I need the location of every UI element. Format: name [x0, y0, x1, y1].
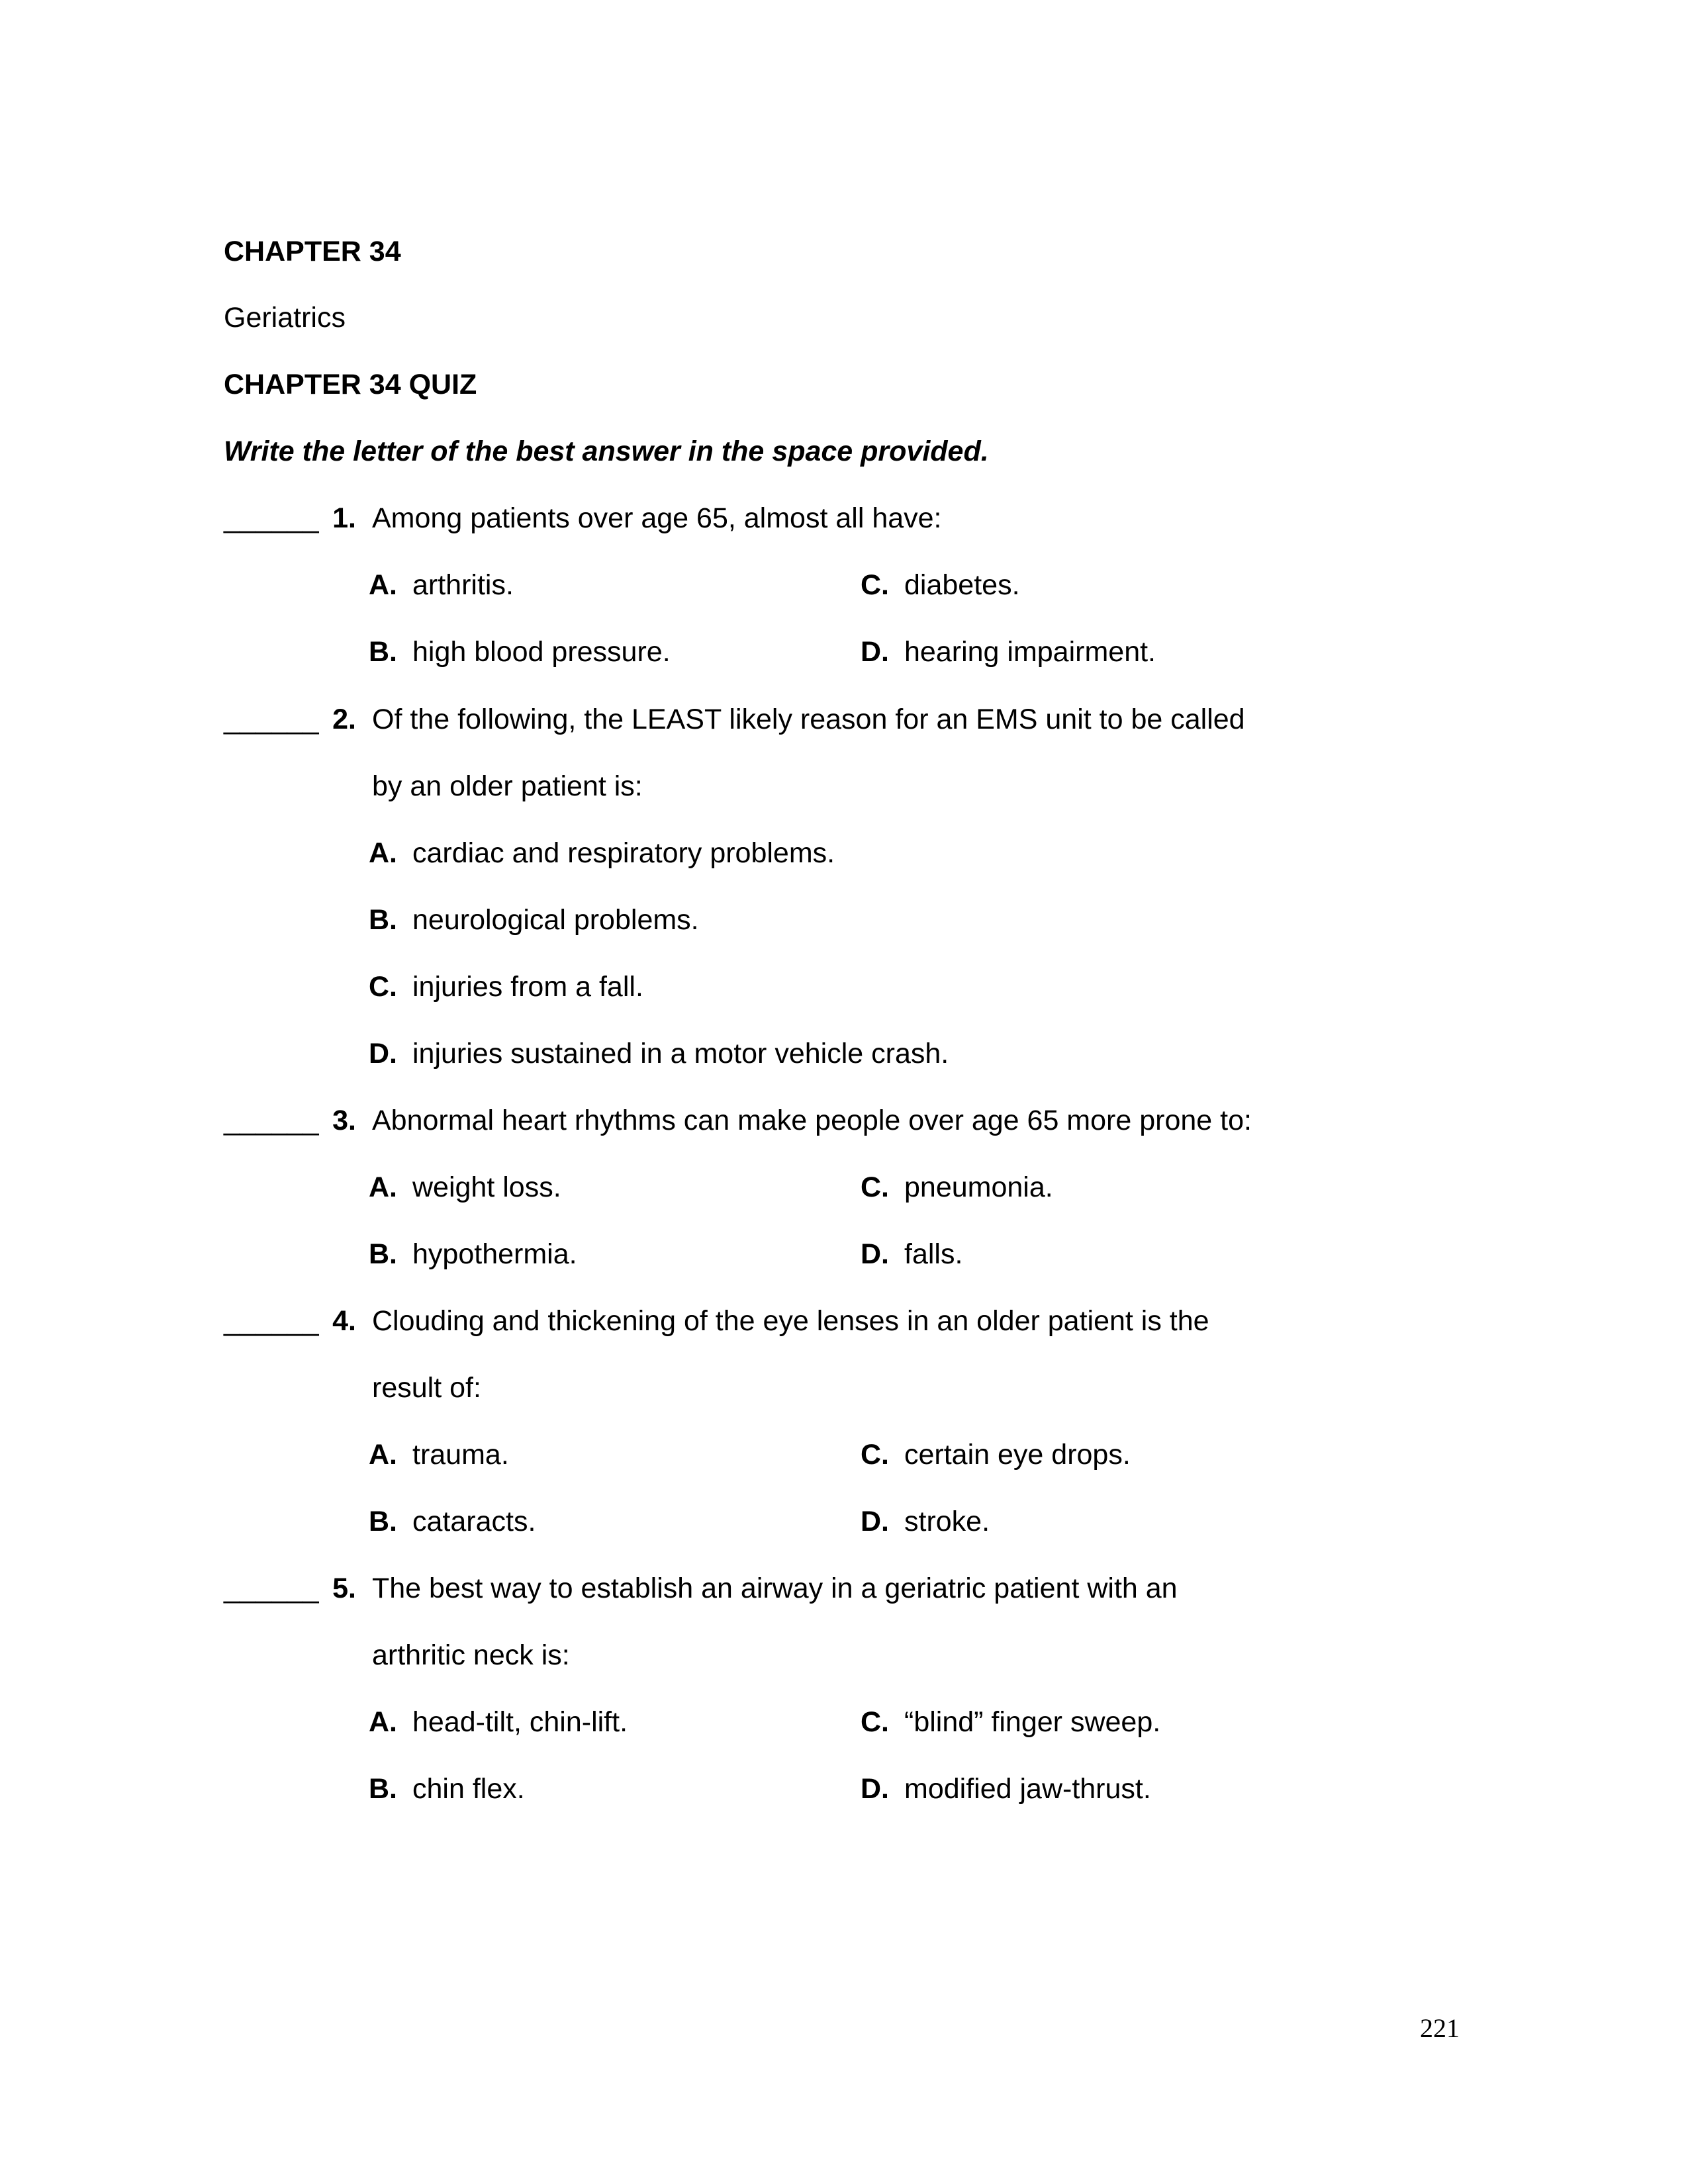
option-letter: B.: [369, 1238, 397, 1270]
option-letter: B.: [369, 1506, 397, 1537]
question-text: Of the following, the LEAST likely reason for an EMS unit to be called: [372, 704, 1245, 735]
option-b: [369, 1240, 577, 1269]
option-c: [861, 1173, 1053, 1202]
answer-blank[interactable]: ______: [224, 1572, 319, 1604]
question-text: Abnormal heart rhythms can make people over age 65 more prone to:: [372, 1105, 1252, 1136]
option-letter: A.: [369, 569, 397, 601]
option-text: hypothermia.: [412, 1238, 577, 1270]
option-d: [861, 1775, 1151, 1803]
option-letter: D.: [861, 1506, 889, 1537]
option-d: [861, 1240, 962, 1269]
option-c: [861, 571, 1020, 600]
option-text: certain eye drops.: [904, 1439, 1131, 1471]
option-text: pneumonia.: [904, 1171, 1053, 1203]
option-text: trauma.: [412, 1439, 509, 1471]
question-number: 3.: [332, 1105, 356, 1136]
option-letter: C.: [861, 1706, 889, 1738]
option-text: diabetes.: [904, 569, 1020, 601]
quiz-heading: CHAPTER 34 QUIZ: [224, 369, 477, 400]
option-text: arthritis.: [412, 569, 514, 601]
option-text: “blind” finger sweep.: [904, 1706, 1161, 1738]
option-a: [369, 1441, 509, 1469]
option-b: [369, 638, 671, 666]
option-letter: D.: [861, 1238, 889, 1270]
question-text: Among patients over age 65, almost all have:: [372, 502, 942, 534]
option-d: [861, 638, 1156, 666]
option-text: injuries sustained in a motor vehicle crash.: [412, 1038, 949, 1069]
answer-blank[interactable]: ______: [224, 1105, 319, 1136]
option-d: [861, 1508, 990, 1536]
option-text: falls.: [904, 1238, 963, 1270]
option-a: [369, 839, 835, 868]
question-text: Clouding and thickening of the eye lenses in an older patient is the: [372, 1305, 1209, 1337]
option-c: [861, 1708, 1160, 1737]
option-letter: D.: [369, 1038, 397, 1069]
question-text-continued: by an older patient is:: [372, 770, 643, 802]
option-a: [369, 1708, 628, 1737]
option-text: weight loss.: [412, 1171, 561, 1203]
option-text: head-tilt, chin-lift.: [412, 1706, 628, 1738]
question-text-continued: arthritic neck is:: [372, 1639, 570, 1671]
option-c: [861, 1441, 1131, 1469]
question-number: 1.: [332, 502, 356, 534]
option-d: [369, 1040, 949, 1068]
question-number: 5.: [332, 1572, 356, 1604]
answer-blank[interactable]: ______: [224, 704, 319, 735]
page-number: 221: [1420, 2013, 1460, 2043]
option-letter: B.: [369, 1773, 397, 1805]
option-text: high blood pressure.: [412, 636, 671, 668]
option-letter: B.: [369, 636, 397, 668]
option-a: [369, 571, 514, 600]
option-letter: C.: [861, 1171, 889, 1203]
option-text: cardiac and respiratory problems.: [412, 837, 835, 869]
option-text: injuries from a fall.: [412, 971, 643, 1003]
option-text: hearing impairment.: [904, 636, 1156, 668]
option-letter: B.: [369, 904, 397, 936]
option-letter: A.: [369, 1439, 397, 1471]
option-c: [369, 973, 643, 1001]
option-b: [369, 1508, 536, 1536]
option-b: [369, 906, 699, 934]
question-number: 2.: [332, 704, 356, 735]
option-text: modified jaw-thrust.: [904, 1773, 1151, 1805]
option-letter: D.: [861, 636, 889, 668]
option-letter: C.: [369, 971, 397, 1003]
chapter-heading: CHAPTER 34: [224, 236, 401, 267]
chapter-title: Geriatrics: [224, 302, 346, 334]
answer-blank[interactable]: ______: [224, 502, 319, 534]
option-letter: C.: [861, 1439, 889, 1471]
option-letter: C.: [861, 569, 889, 601]
option-text: cataracts.: [412, 1506, 536, 1537]
answer-blank[interactable]: ______: [224, 1305, 319, 1337]
option-letter: D.: [861, 1773, 889, 1805]
quiz-instructions: Write the letter of the best answer in the space provided.: [224, 435, 989, 467]
option-text: stroke.: [904, 1506, 990, 1537]
question-number: 4.: [332, 1305, 356, 1337]
option-letter: A.: [369, 837, 397, 869]
question-text: The best way to establish an airway in a geriatric patient with an: [372, 1572, 1178, 1604]
option-text: chin flex.: [412, 1773, 525, 1805]
option-letter: A.: [369, 1706, 397, 1738]
question-text-continued: result of:: [372, 1372, 481, 1404]
option-text: neurological problems.: [412, 904, 699, 936]
option-letter: A.: [369, 1171, 397, 1203]
option-b: [369, 1775, 525, 1803]
option-a: [369, 1173, 561, 1202]
